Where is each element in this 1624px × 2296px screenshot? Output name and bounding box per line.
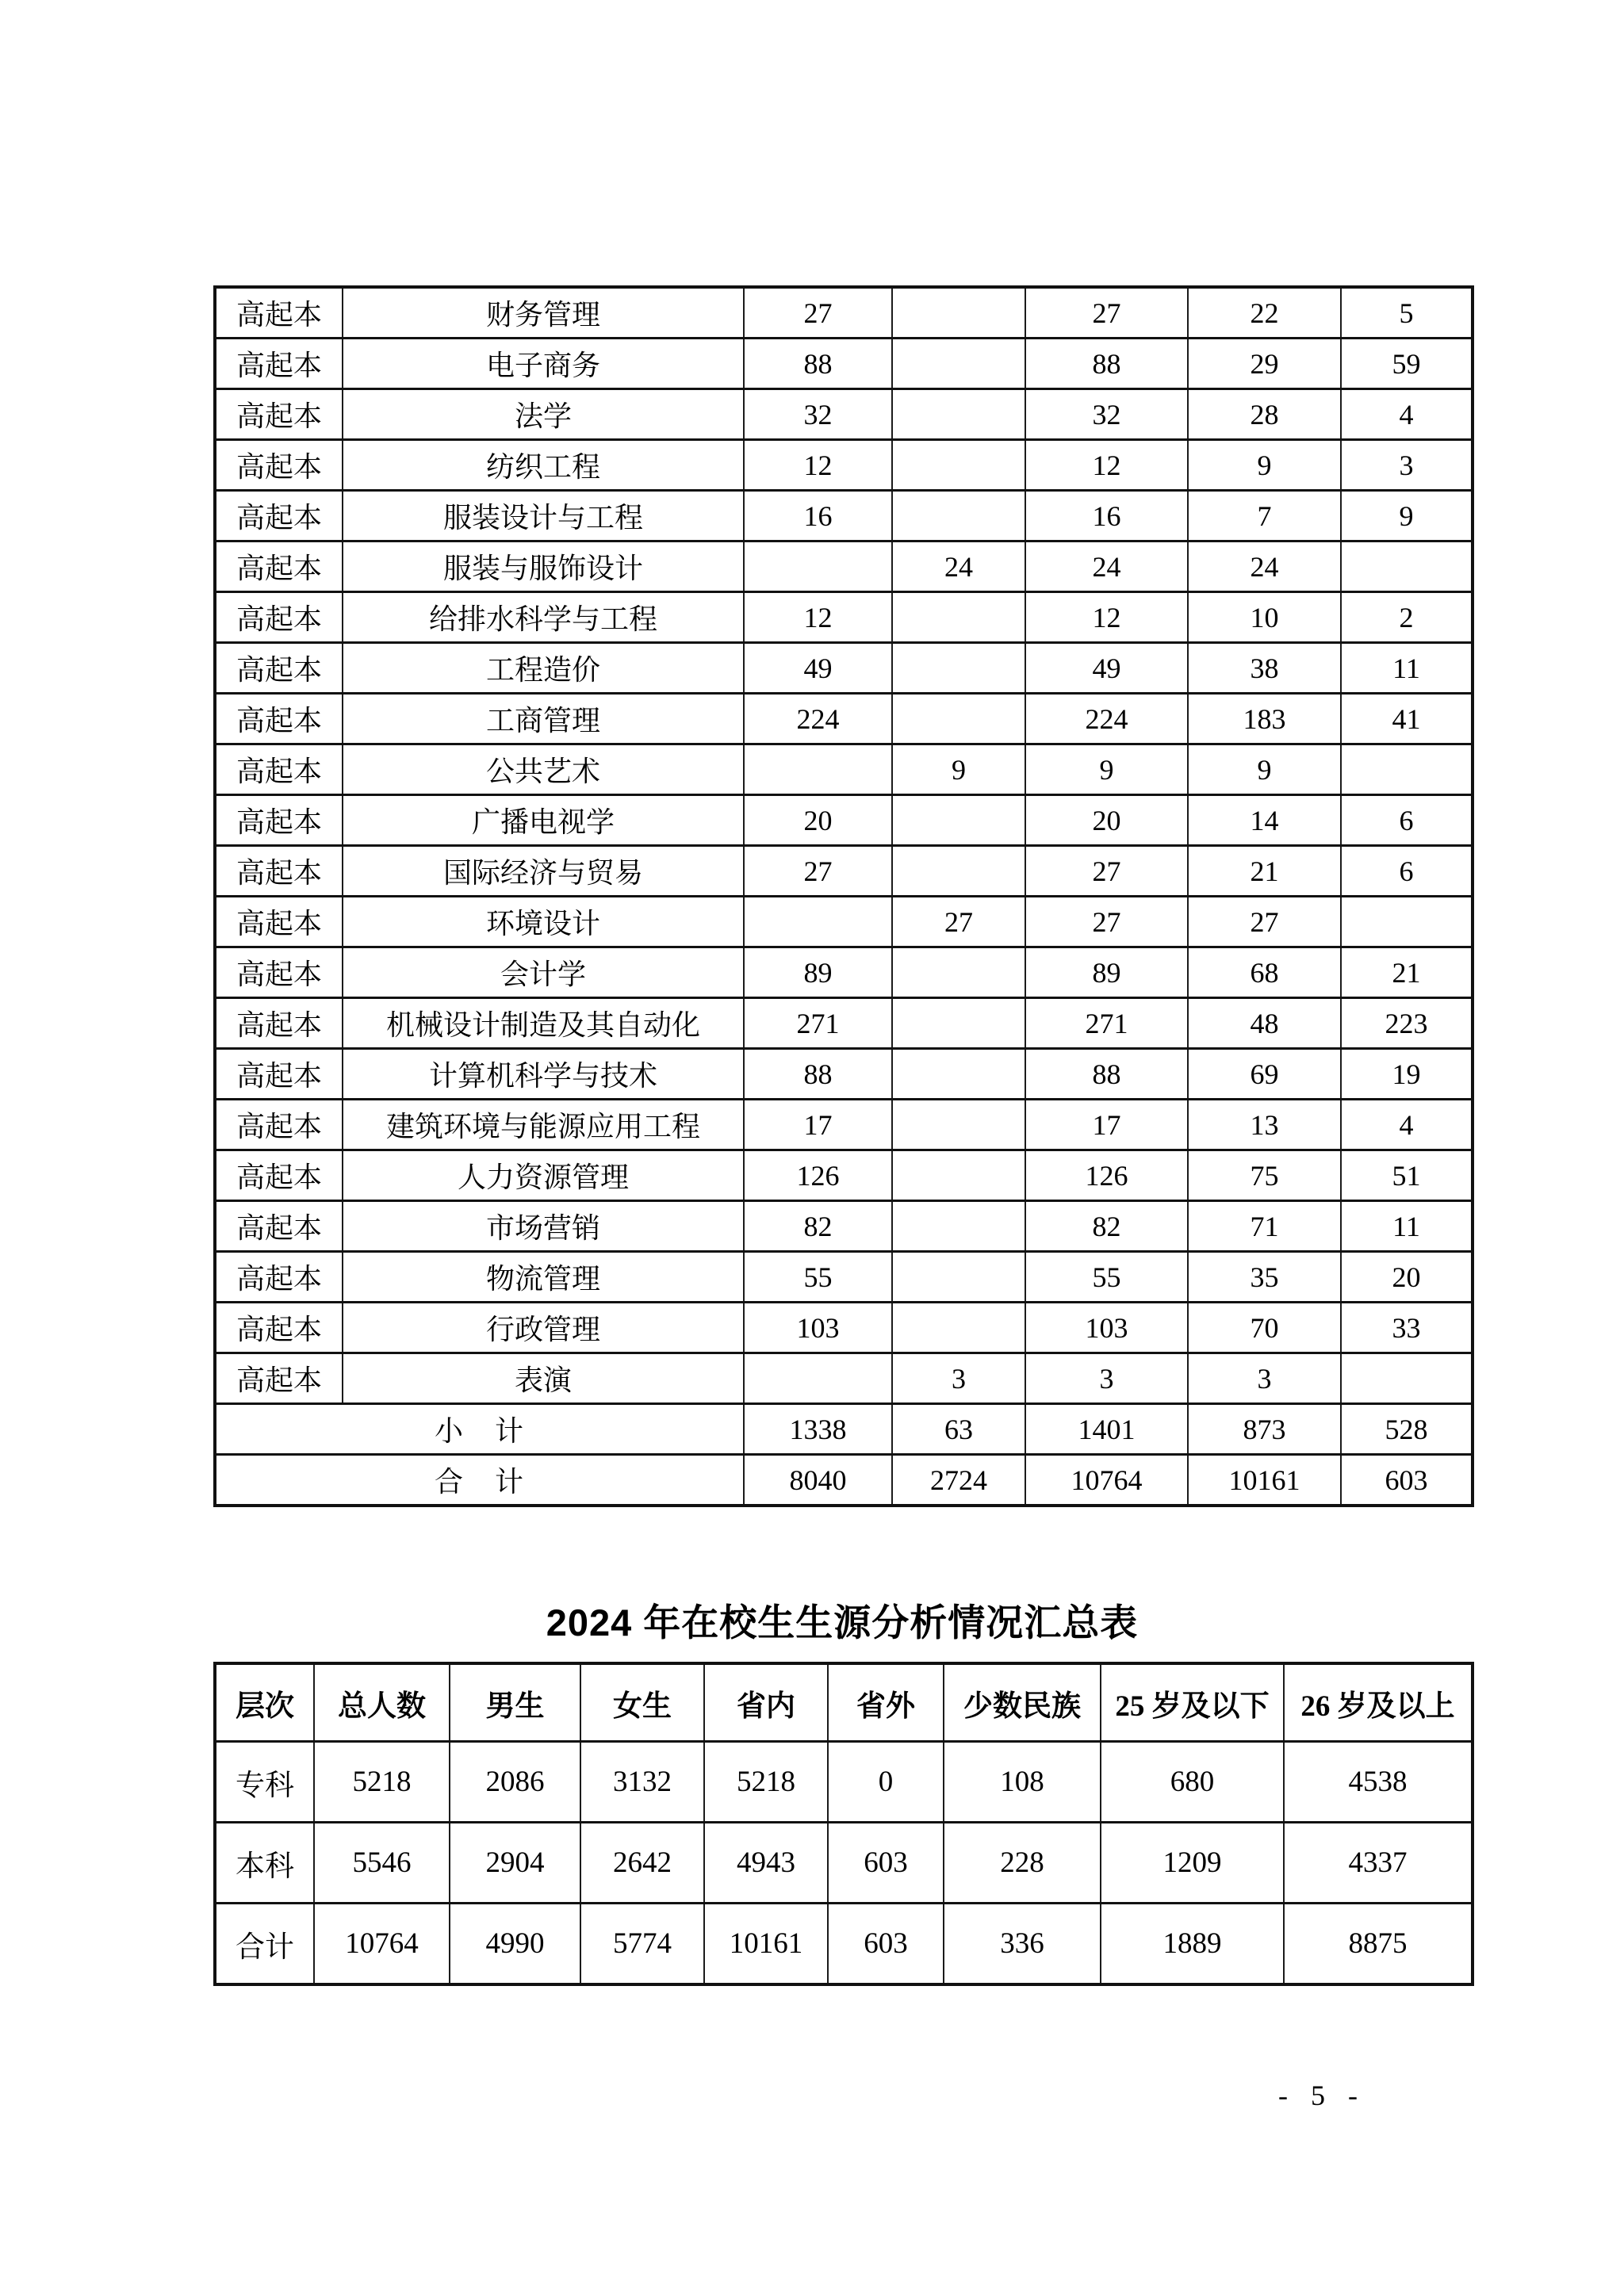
value-cell: 2904 — [450, 1823, 580, 1904]
major-cell: 市场营销 — [343, 1201, 744, 1252]
major-cell: 纺织工程 — [343, 440, 744, 491]
value-cell — [892, 491, 1025, 541]
value-cell: 9 — [1341, 491, 1473, 541]
value-cell — [1341, 744, 1473, 795]
level-cell: 高起本 — [215, 1353, 343, 1404]
value-cell: 3 — [1341, 440, 1473, 491]
major-cell: 计算机科学与技术 — [343, 1049, 744, 1100]
value-cell: 27 — [892, 897, 1025, 947]
value-cell: 9 — [892, 744, 1025, 795]
value-cell: 27 — [1025, 287, 1188, 339]
level-cell: 高起本 — [215, 897, 343, 947]
level-cell: 专科 — [215, 1742, 314, 1823]
value-cell — [1341, 1353, 1473, 1404]
value-cell — [892, 1049, 1025, 1100]
value-cell: 11 — [1341, 643, 1473, 694]
header-cell: 25 岁及以下 — [1101, 1663, 1284, 1742]
table-row — [215, 339, 1473, 389]
header-cell: 男生 — [450, 1663, 580, 1742]
header-cell: 省外 — [828, 1663, 944, 1742]
value-cell: 4538 — [1284, 1742, 1473, 1823]
value-cell: 89 — [1025, 947, 1188, 998]
value-cell: 271 — [744, 998, 892, 1049]
value-cell: 9 — [1188, 440, 1341, 491]
major-cell: 环境设计 — [343, 897, 744, 947]
value-cell: 88 — [1025, 339, 1188, 389]
value-cell: 528 — [1341, 1404, 1473, 1455]
table-row — [215, 1049, 1473, 1100]
value-cell: 4990 — [450, 1904, 580, 1985]
level-cell: 高起本 — [215, 1150, 343, 1201]
value-cell: 88 — [744, 339, 892, 389]
major-cell: 公共艺术 — [343, 744, 744, 795]
value-cell — [892, 795, 1025, 846]
major-cell: 机械设计制造及其自动化 — [343, 998, 744, 1049]
value-cell: 16 — [1025, 491, 1188, 541]
table-row — [215, 1823, 1473, 1904]
major-cell: 国际经济与贸易 — [343, 846, 744, 897]
value-cell: 5218 — [704, 1742, 828, 1823]
value-cell — [892, 1303, 1025, 1353]
table-row — [215, 947, 1473, 998]
value-cell: 224 — [744, 694, 892, 744]
level-cell: 高起本 — [215, 1252, 343, 1303]
value-cell: 5 — [1341, 287, 1473, 339]
level-cell: 高起本 — [215, 339, 343, 389]
total-label-cell: 合 计 — [215, 1455, 744, 1506]
level-cell: 高起本 — [215, 643, 343, 694]
value-cell: 8040 — [744, 1455, 892, 1506]
value-cell: 27 — [1025, 897, 1188, 947]
value-cell: 12 — [744, 592, 892, 643]
value-cell: 224 — [1025, 694, 1188, 744]
major-cell: 建筑环境与能源应用工程 — [343, 1100, 744, 1150]
student-source-summary-table — [213, 1662, 1474, 1986]
value-cell — [892, 998, 1025, 1049]
value-cell — [892, 592, 1025, 643]
table-row — [215, 287, 1473, 339]
table-row — [215, 592, 1473, 643]
majors-enrollment-table — [213, 285, 1474, 1507]
value-cell: 49 — [744, 643, 892, 694]
value-cell: 48 — [1188, 998, 1341, 1049]
major-cell: 人力资源管理 — [343, 1150, 744, 1201]
value-cell: 9 — [1188, 744, 1341, 795]
value-cell: 1209 — [1101, 1823, 1284, 1904]
value-cell: 4 — [1341, 1100, 1473, 1150]
value-cell — [892, 339, 1025, 389]
value-cell: 71 — [1188, 1201, 1341, 1252]
major-cell: 行政管理 — [343, 1303, 744, 1353]
value-cell: 5546 — [314, 1823, 450, 1904]
value-cell: 55 — [1025, 1252, 1188, 1303]
value-cell: 1338 — [744, 1404, 892, 1455]
table-row — [215, 897, 1473, 947]
value-cell: 16 — [744, 491, 892, 541]
value-cell — [892, 389, 1025, 440]
value-cell: 103 — [744, 1303, 892, 1353]
value-cell: 24 — [1188, 541, 1341, 592]
value-cell: 27 — [1025, 846, 1188, 897]
table-row — [215, 541, 1473, 592]
value-cell: 3 — [892, 1353, 1025, 1404]
value-cell: 10764 — [314, 1904, 450, 1985]
level-cell: 本科 — [215, 1823, 314, 1904]
value-cell: 19 — [1341, 1049, 1473, 1100]
value-cell — [892, 1150, 1025, 1201]
value-cell: 27 — [1188, 897, 1341, 947]
level-cell: 高起本 — [215, 947, 343, 998]
level-cell: 高起本 — [215, 795, 343, 846]
header-cell: 省内 — [704, 1663, 828, 1742]
value-cell: 3 — [1188, 1353, 1341, 1404]
value-cell: 21 — [1341, 947, 1473, 998]
level-cell: 高起本 — [215, 1049, 343, 1100]
value-cell — [892, 846, 1025, 897]
table-row — [215, 795, 1473, 846]
major-cell: 工程造价 — [343, 643, 744, 694]
level-cell: 高起本 — [215, 694, 343, 744]
value-cell: 32 — [1025, 389, 1188, 440]
table-row — [215, 1201, 1473, 1252]
value-cell: 10161 — [1188, 1455, 1341, 1506]
value-cell: 17 — [1025, 1100, 1188, 1150]
value-cell: 27 — [744, 846, 892, 897]
value-cell: 59 — [1341, 339, 1473, 389]
value-cell: 38 — [1188, 643, 1341, 694]
value-cell — [892, 947, 1025, 998]
value-cell: 24 — [892, 541, 1025, 592]
major-cell: 会计学 — [343, 947, 744, 998]
value-cell: 11 — [1341, 1201, 1473, 1252]
value-cell: 17 — [744, 1100, 892, 1150]
value-cell: 20 — [744, 795, 892, 846]
major-cell: 给排水科学与工程 — [343, 592, 744, 643]
table-row — [215, 1100, 1473, 1150]
value-cell: 63 — [892, 1404, 1025, 1455]
major-cell: 财务管理 — [343, 287, 744, 339]
value-cell: 228 — [944, 1823, 1101, 1904]
major-cell: 表演 — [343, 1353, 744, 1404]
major-cell: 法学 — [343, 389, 744, 440]
table-row — [215, 744, 1473, 795]
value-cell: 88 — [1025, 1049, 1188, 1100]
value-cell: 2086 — [450, 1742, 580, 1823]
level-cell: 高起本 — [215, 287, 343, 339]
major-cell: 物流管理 — [343, 1252, 744, 1303]
value-cell: 29 — [1188, 339, 1341, 389]
level-cell: 高起本 — [215, 541, 343, 592]
header-cell: 少数民族 — [944, 1663, 1101, 1742]
value-cell: 680 — [1101, 1742, 1284, 1823]
value-cell: 6 — [1341, 846, 1473, 897]
level-cell: 高起本 — [215, 592, 343, 643]
level-cell: 高起本 — [215, 1303, 343, 1353]
value-cell: 20 — [1025, 795, 1188, 846]
table-row — [215, 1904, 1473, 1985]
value-cell: 3132 — [580, 1742, 704, 1823]
total-row — [215, 1455, 1473, 1506]
subtotal-row — [215, 1404, 1473, 1455]
value-cell — [744, 897, 892, 947]
value-cell: 9 — [1025, 744, 1188, 795]
value-cell: 14 — [1188, 795, 1341, 846]
value-cell: 89 — [744, 947, 892, 998]
value-cell: 103 — [1025, 1303, 1188, 1353]
table-row — [215, 1742, 1473, 1823]
value-cell: 603 — [1341, 1455, 1473, 1506]
table-row — [215, 694, 1473, 744]
value-cell — [744, 1353, 892, 1404]
major-cell: 服装设计与工程 — [343, 491, 744, 541]
page-number: - 5 - — [1278, 2080, 1358, 2111]
value-cell: 12 — [1025, 440, 1188, 491]
value-cell — [744, 541, 892, 592]
level-cell: 高起本 — [215, 998, 343, 1049]
value-cell: 22 — [1188, 287, 1341, 339]
value-cell — [892, 694, 1025, 744]
value-cell: 7 — [1188, 491, 1341, 541]
value-cell: 27 — [744, 287, 892, 339]
major-cell: 电子商务 — [343, 339, 744, 389]
table-row — [215, 1303, 1473, 1353]
value-cell: 70 — [1188, 1303, 1341, 1353]
header-cell: 26 岁及以上 — [1284, 1663, 1473, 1742]
value-cell: 1401 — [1025, 1404, 1188, 1455]
value-cell: 88 — [744, 1049, 892, 1100]
value-cell: 10764 — [1025, 1455, 1188, 1506]
header-cell: 女生 — [580, 1663, 704, 1742]
value-cell: 223 — [1341, 998, 1473, 1049]
value-cell: 82 — [744, 1201, 892, 1252]
value-cell — [744, 744, 892, 795]
major-cell: 服装与服饰设计 — [343, 541, 744, 592]
table-row — [215, 440, 1473, 491]
value-cell: 55 — [744, 1252, 892, 1303]
table-row — [215, 1252, 1473, 1303]
value-cell: 3 — [1025, 1353, 1188, 1404]
value-cell: 12 — [1025, 592, 1188, 643]
value-cell: 69 — [1188, 1049, 1341, 1100]
subtotal-label-cell: 小 计 — [215, 1404, 744, 1455]
value-cell: 82 — [1025, 1201, 1188, 1252]
value-cell: 49 — [1025, 643, 1188, 694]
value-cell — [892, 1252, 1025, 1303]
value-cell: 12 — [744, 440, 892, 491]
header-cell: 层次 — [215, 1663, 314, 1742]
table-row — [215, 643, 1473, 694]
table-row — [215, 998, 1473, 1049]
value-cell: 41 — [1341, 694, 1473, 744]
table-row — [215, 1353, 1473, 1404]
value-cell: 32 — [744, 389, 892, 440]
value-cell: 10 — [1188, 592, 1341, 643]
value-cell: 126 — [1025, 1150, 1188, 1201]
value-cell: 271 — [1025, 998, 1188, 1049]
table-row — [215, 846, 1473, 897]
value-cell: 183 — [1188, 694, 1341, 744]
level-cell: 高起本 — [215, 491, 343, 541]
value-cell — [892, 1201, 1025, 1252]
table-row — [215, 1150, 1473, 1201]
level-cell: 高起本 — [215, 389, 343, 440]
value-cell: 126 — [744, 1150, 892, 1201]
value-cell: 336 — [944, 1904, 1101, 1985]
value-cell: 20 — [1341, 1252, 1473, 1303]
level-cell: 高起本 — [215, 1201, 343, 1252]
value-cell: 6 — [1341, 795, 1473, 846]
value-cell: 5774 — [580, 1904, 704, 1985]
value-cell — [892, 643, 1025, 694]
value-cell: 2642 — [580, 1823, 704, 1904]
value-cell: 2 — [1341, 592, 1473, 643]
level-cell: 合计 — [215, 1904, 314, 1985]
value-cell: 1889 — [1101, 1904, 1284, 1985]
table-row — [215, 491, 1473, 541]
level-cell: 高起本 — [215, 1100, 343, 1150]
value-cell: 108 — [944, 1742, 1101, 1823]
value-cell: 33 — [1341, 1303, 1473, 1353]
level-cell: 高起本 — [215, 440, 343, 491]
header-cell: 总人数 — [314, 1663, 450, 1742]
value-cell: 75 — [1188, 1150, 1341, 1201]
value-cell: 35 — [1188, 1252, 1341, 1303]
value-cell: 603 — [828, 1823, 944, 1904]
value-cell: 68 — [1188, 947, 1341, 998]
value-cell: 8875 — [1284, 1904, 1473, 1985]
value-cell: 51 — [1341, 1150, 1473, 1201]
level-cell: 高起本 — [215, 744, 343, 795]
value-cell: 4 — [1341, 389, 1473, 440]
value-cell: 5218 — [314, 1742, 450, 1823]
value-cell: 873 — [1188, 1404, 1341, 1455]
value-cell: 28 — [1188, 389, 1341, 440]
level-cell: 高起本 — [215, 846, 343, 897]
table-row — [215, 389, 1473, 440]
value-cell: 24 — [1025, 541, 1188, 592]
value-cell: 603 — [828, 1904, 944, 1985]
value-cell — [1341, 897, 1473, 947]
value-cell — [892, 440, 1025, 491]
value-cell: 0 — [828, 1742, 944, 1823]
value-cell — [892, 1100, 1025, 1150]
value-cell — [1341, 541, 1473, 592]
header-row — [215, 1663, 1473, 1742]
value-cell: 13 — [1188, 1100, 1341, 1150]
value-cell: 21 — [1188, 846, 1341, 897]
value-cell: 4337 — [1284, 1823, 1473, 1904]
major-cell: 广播电视学 — [343, 795, 744, 846]
value-cell: 4943 — [704, 1823, 828, 1904]
value-cell: 2724 — [892, 1455, 1025, 1506]
summary-table-title: 2024 年在校生生源分析情况汇总表 — [546, 1601, 1139, 1644]
major-cell: 工商管理 — [343, 694, 744, 744]
value-cell: 10161 — [704, 1904, 828, 1985]
value-cell — [892, 287, 1025, 339]
